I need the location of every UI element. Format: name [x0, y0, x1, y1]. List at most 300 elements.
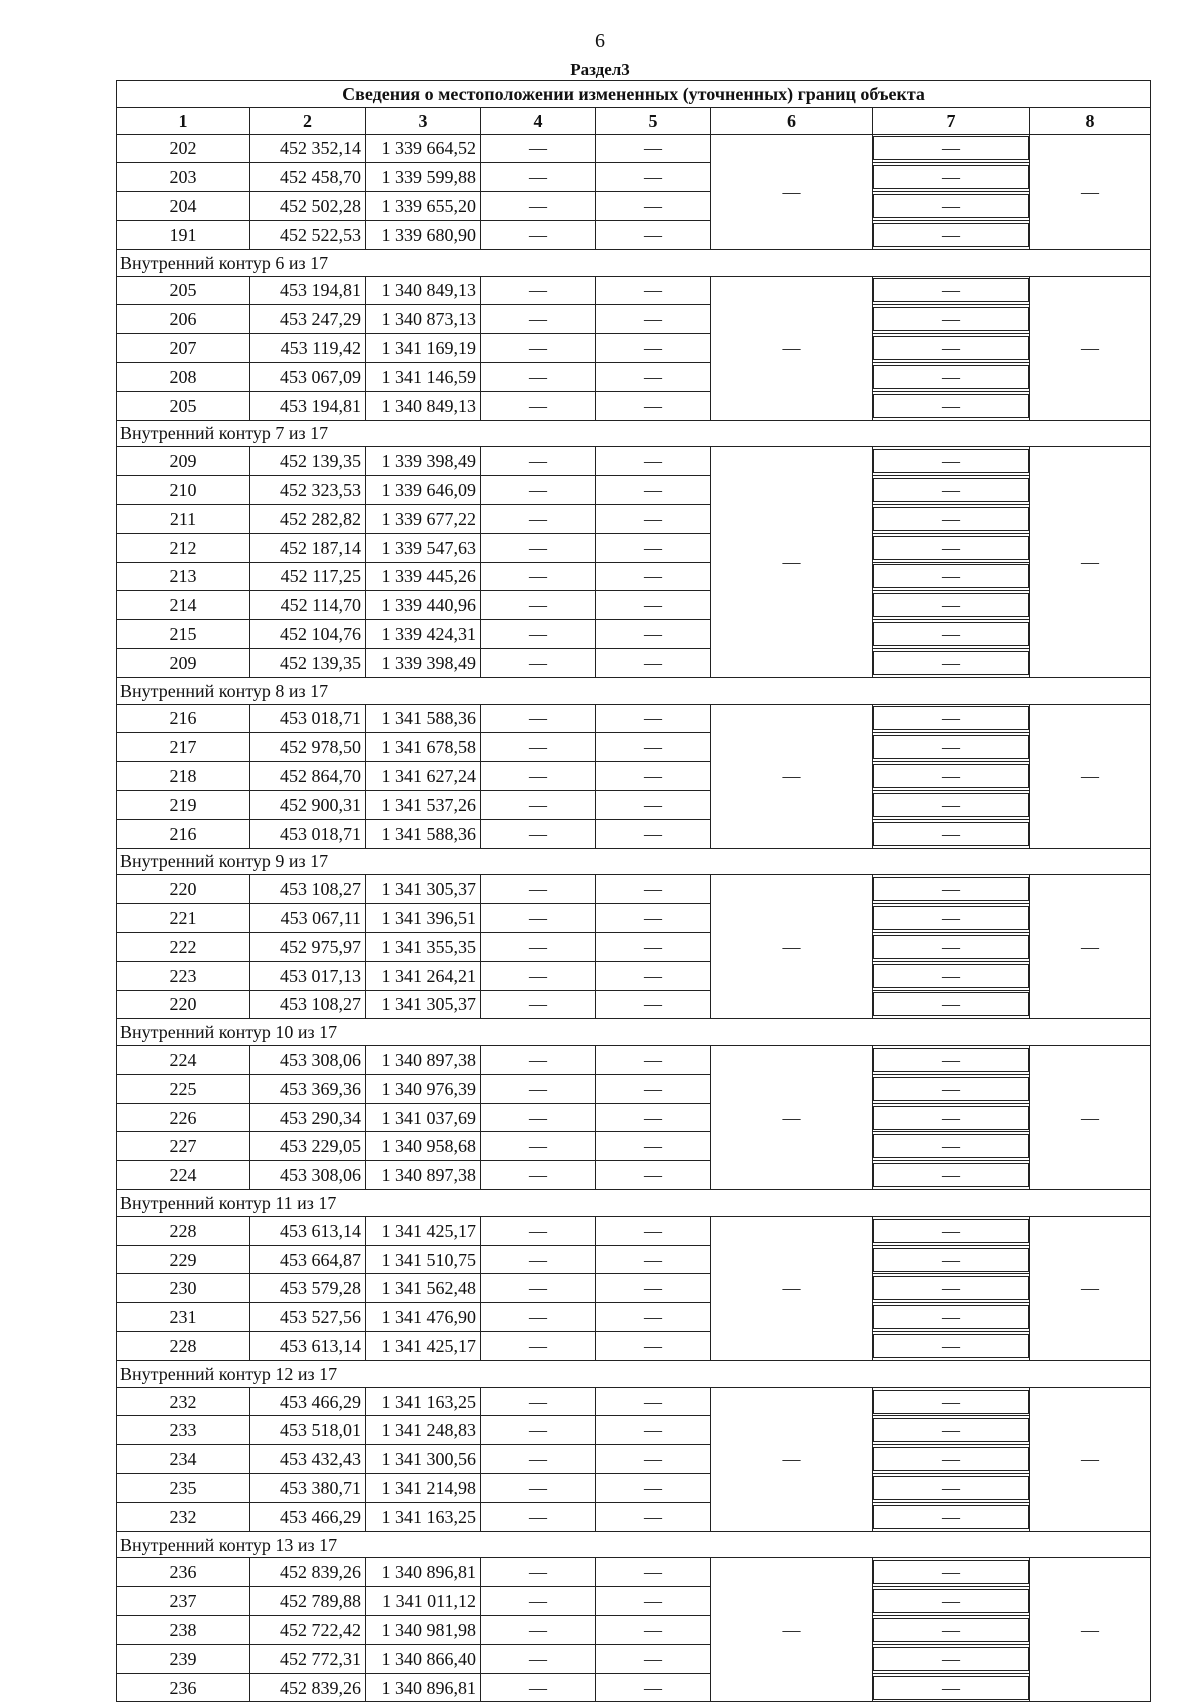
coordinate-x-cell: 453 613,14	[250, 1216, 366, 1245]
column-7-cell	[873, 1616, 1030, 1645]
coordinate-x-cell: 453 369,36	[250, 1074, 366, 1103]
contour-title: Внутренний контур 7 из 17	[117, 420, 1151, 447]
coordinate-x-cell: 452 139,35	[250, 447, 366, 476]
column-7-value: —	[873, 1134, 1029, 1158]
column-8-merged-cell: —	[1030, 1216, 1151, 1360]
column-7-value: —	[873, 1390, 1029, 1414]
contour-header-row	[117, 1360, 1151, 1387]
column-4-cell: —	[481, 1046, 596, 1075]
point-number-cell: 209	[117, 447, 250, 476]
point-number-cell: 214	[117, 591, 250, 620]
table-row	[117, 1245, 1151, 1274]
column-7-value: —	[873, 964, 1029, 988]
column-7-value: —	[873, 564, 1029, 588]
table-row	[117, 276, 1151, 305]
column-8-merged-cell: —	[1030, 447, 1151, 677]
column-7-value: —	[873, 1305, 1029, 1329]
column-4-cell: —	[481, 1332, 596, 1361]
coordinate-y-cell: 1 341 476,90	[366, 1303, 481, 1332]
column-6-merged-cell: —	[711, 875, 873, 1019]
table-row	[117, 533, 1151, 562]
column-6-merged-cell: —	[711, 1216, 873, 1360]
coordinate-x-cell: 453 108,27	[250, 875, 366, 904]
column-5-cell: —	[596, 305, 711, 334]
coordinate-x-cell: 453 067,09	[250, 362, 366, 391]
point-number-cell: 224	[117, 1046, 250, 1075]
contour-title: Внутренний контур 8 из 17	[117, 677, 1151, 704]
column-7-cell	[873, 704, 1030, 733]
column-7-cell	[873, 1502, 1030, 1531]
coordinate-y-cell: 1 341 300,56	[366, 1445, 481, 1474]
column-4-cell: —	[481, 1644, 596, 1673]
point-number-cell: 238	[117, 1616, 250, 1645]
column-7-cell	[873, 447, 1030, 476]
coordinate-y-cell: 1 341 011,12	[366, 1587, 481, 1616]
column-5-cell: —	[596, 591, 711, 620]
column-4-cell: —	[481, 733, 596, 762]
column-4-cell: —	[481, 1587, 596, 1616]
column-4-cell: —	[481, 391, 596, 420]
coordinate-x-cell: 452 117,25	[250, 562, 366, 591]
table-row	[117, 875, 1151, 904]
table-row	[117, 1502, 1151, 1531]
column-7-value: —	[873, 1106, 1029, 1130]
table-row	[117, 504, 1151, 533]
column-7-cell	[873, 276, 1030, 305]
column-4-cell: —	[481, 134, 596, 163]
point-number-cell: 212	[117, 533, 250, 562]
column-7-cell	[873, 1587, 1030, 1616]
coordinate-x-cell: 453 518,01	[250, 1416, 366, 1445]
coordinate-y-cell: 1 341 146,59	[366, 362, 481, 391]
coordinate-y-cell: 1 341 305,37	[366, 875, 481, 904]
point-number-cell: 217	[117, 733, 250, 762]
coordinate-y-cell: 1 340 976,39	[366, 1074, 481, 1103]
column-7-value: —	[873, 1476, 1029, 1500]
column-7-cell	[873, 334, 1030, 363]
column-7-value: —	[873, 706, 1029, 730]
coordinate-x-cell: 452 900,31	[250, 790, 366, 819]
column-5-cell: —	[596, 733, 711, 762]
point-number-cell: 239	[117, 1644, 250, 1673]
column-7-cell	[873, 1474, 1030, 1503]
coordinate-x-cell: 453 247,29	[250, 305, 366, 334]
column-5-cell: —	[596, 134, 711, 163]
column-4-cell: —	[481, 504, 596, 533]
contour-header-row	[117, 420, 1151, 447]
coordinate-y-cell: 1 341 678,58	[366, 733, 481, 762]
coordinate-x-cell: 453 664,87	[250, 1245, 366, 1274]
contour-title: Внутренний контур 6 из 17	[117, 249, 1151, 276]
column-4-cell: —	[481, 1445, 596, 1474]
column-7-value: —	[873, 449, 1029, 473]
point-number-cell: 216	[117, 819, 250, 848]
point-number-cell: 220	[117, 990, 250, 1019]
coordinate-x-cell: 452 975,97	[250, 932, 366, 961]
column-4-cell: —	[481, 562, 596, 591]
column-6-merged-cell: —	[711, 1387, 873, 1531]
column-header: 8	[1030, 107, 1151, 134]
column-header: 3	[366, 107, 481, 134]
coordinate-x-cell: 452 722,42	[250, 1616, 366, 1645]
coordinate-x-cell: 453 194,81	[250, 276, 366, 305]
column-7-cell	[873, 1416, 1030, 1445]
column-7-cell	[873, 762, 1030, 791]
coordinate-y-cell: 1 341 163,25	[366, 1387, 481, 1416]
column-7-cell	[873, 476, 1030, 505]
column-4-cell: —	[481, 990, 596, 1019]
column-7-value: —	[873, 1418, 1029, 1442]
table-row	[117, 1332, 1151, 1361]
coordinate-x-cell: 453 527,56	[250, 1303, 366, 1332]
column-5-cell: —	[596, 904, 711, 933]
coordinate-x-cell: 452 114,70	[250, 591, 366, 620]
table-row	[117, 362, 1151, 391]
coordinate-x-cell: 452 352,14	[250, 134, 366, 163]
coordinate-y-cell: 1 341 588,36	[366, 819, 481, 848]
point-number-cell: 229	[117, 1245, 250, 1274]
column-5-cell: —	[596, 1587, 711, 1616]
column-5-cell: —	[596, 819, 711, 848]
column-header: 6	[711, 107, 873, 134]
column-5-cell: —	[596, 476, 711, 505]
column-7-cell	[873, 192, 1030, 221]
column-4-cell: —	[481, 1416, 596, 1445]
column-4-cell: —	[481, 1103, 596, 1132]
column-7-value: —	[873, 1077, 1029, 1101]
column-4-cell: —	[481, 1132, 596, 1161]
column-7-cell	[873, 220, 1030, 249]
column-7-value: —	[873, 165, 1029, 189]
column-5-cell: —	[596, 1616, 711, 1645]
column-7-cell	[873, 819, 1030, 848]
column-7-value: —	[873, 822, 1029, 846]
coordinate-x-cell: 453 067,11	[250, 904, 366, 933]
column-7-value: —	[873, 764, 1029, 788]
point-number-cell: 235	[117, 1474, 250, 1503]
column-7-value: —	[873, 1048, 1029, 1072]
column-5-cell: —	[596, 1132, 711, 1161]
coordinate-y-cell: 1 339 664,52	[366, 134, 481, 163]
table-row	[117, 220, 1151, 249]
column-7-value: —	[873, 478, 1029, 502]
coordinate-y-cell: 1 340 958,68	[366, 1132, 481, 1161]
table-row	[117, 1587, 1151, 1616]
coordinate-x-cell: 453 290,34	[250, 1103, 366, 1132]
column-7-value: —	[873, 1505, 1029, 1529]
table-row	[117, 932, 1151, 961]
coordinate-y-cell: 1 339 680,90	[366, 220, 481, 249]
coordinate-x-cell: 453 194,81	[250, 391, 366, 420]
coordinate-x-cell: 452 139,35	[250, 648, 366, 677]
coordinate-x-cell: 453 229,05	[250, 1132, 366, 1161]
column-7-value: —	[873, 365, 1029, 389]
table-row	[117, 1558, 1151, 1587]
column-8-merged-cell: —	[1030, 1558, 1151, 1702]
column-7-value: —	[873, 622, 1029, 646]
column-4-cell: —	[481, 904, 596, 933]
coordinate-x-cell: 453 432,43	[250, 1445, 366, 1474]
point-number-cell: 227	[117, 1132, 250, 1161]
table-row	[117, 192, 1151, 221]
column-7-cell	[873, 305, 1030, 334]
column-5-cell: —	[596, 163, 711, 192]
column-7-cell	[873, 1216, 1030, 1245]
column-7-value: —	[873, 1618, 1029, 1642]
column-8-merged-cell: —	[1030, 276, 1151, 420]
column-6-merged-cell: —	[711, 704, 873, 848]
coordinate-y-cell: 1 340 897,38	[366, 1161, 481, 1190]
point-number-cell: 211	[117, 504, 250, 533]
table-row	[117, 704, 1151, 733]
column-4-cell: —	[481, 704, 596, 733]
column-4-cell: —	[481, 276, 596, 305]
contour-title: Внутренний контур 13 из 17	[117, 1531, 1151, 1558]
column-7-value: —	[873, 1589, 1029, 1613]
table-row	[117, 961, 1151, 990]
table-row	[117, 620, 1151, 649]
column-7-value: —	[873, 136, 1029, 160]
table-row	[117, 163, 1151, 192]
column-5-cell: —	[596, 875, 711, 904]
coordinate-y-cell: 1 339 398,49	[366, 648, 481, 677]
column-header: 2	[250, 107, 366, 134]
column-5-cell: —	[596, 990, 711, 1019]
column-5-cell: —	[596, 790, 711, 819]
column-7-cell	[873, 990, 1030, 1019]
column-4-cell: —	[481, 1245, 596, 1274]
table-row	[117, 1616, 1151, 1645]
coordinate-y-cell: 1 341 425,17	[366, 1216, 481, 1245]
contour-title: Внутренний контур 10 из 17	[117, 1019, 1151, 1046]
point-number-cell: 213	[117, 562, 250, 591]
coordinate-x-cell: 453 018,71	[250, 819, 366, 848]
column-7-value: —	[873, 1676, 1029, 1700]
column-7-value: —	[873, 507, 1029, 531]
coordinate-y-cell: 1 341 214,98	[366, 1474, 481, 1503]
table-row	[117, 334, 1151, 363]
contour-header-row	[117, 677, 1151, 704]
point-number-cell: 191	[117, 220, 250, 249]
point-number-cell: 208	[117, 362, 250, 391]
column-7-cell	[873, 1074, 1030, 1103]
coordinate-x-cell: 452 502,28	[250, 192, 366, 221]
table-row	[117, 1474, 1151, 1503]
column-7-value: —	[873, 223, 1029, 247]
table-row	[117, 591, 1151, 620]
column-5-cell: —	[596, 1103, 711, 1132]
column-7-cell	[873, 648, 1030, 677]
column-4-cell: —	[481, 1673, 596, 1702]
table-row	[117, 1132, 1151, 1161]
point-number-cell: 232	[117, 1387, 250, 1416]
point-number-cell: 220	[117, 875, 250, 904]
point-number-cell: 203	[117, 163, 250, 192]
coordinate-y-cell: 1 341 627,24	[366, 762, 481, 791]
coordinate-y-cell: 1 339 599,88	[366, 163, 481, 192]
column-header: 5	[596, 107, 711, 134]
point-number-cell: 202	[117, 134, 250, 163]
column-7-cell	[873, 961, 1030, 990]
column-5-cell: —	[596, 762, 711, 791]
column-5-cell: —	[596, 1416, 711, 1445]
column-7-value: —	[873, 992, 1029, 1016]
column-4-cell: —	[481, 591, 596, 620]
column-4-cell: —	[481, 476, 596, 505]
column-5-cell: —	[596, 1074, 711, 1103]
column-7-value: —	[873, 194, 1029, 218]
column-4-cell: —	[481, 762, 596, 791]
column-7-cell	[873, 1332, 1030, 1361]
point-number-cell: 223	[117, 961, 250, 990]
column-5-cell: —	[596, 362, 711, 391]
table-row	[117, 1216, 1151, 1245]
table-row	[117, 648, 1151, 677]
column-7-cell	[873, 932, 1030, 961]
coordinate-y-cell: 1 340 896,81	[366, 1558, 481, 1587]
point-number-cell: 237	[117, 1587, 250, 1616]
coordinate-y-cell: 1 341 037,69	[366, 1103, 481, 1132]
column-4-cell: —	[481, 1074, 596, 1103]
point-number-cell: 228	[117, 1216, 250, 1245]
column-4-cell: —	[481, 163, 596, 192]
table-row	[117, 1644, 1151, 1673]
column-7-cell	[873, 562, 1030, 591]
table-row	[117, 1103, 1151, 1132]
coordinate-y-cell: 1 341 355,35	[366, 932, 481, 961]
column-5-cell: —	[596, 1387, 711, 1416]
column-7-value: —	[873, 1560, 1029, 1584]
coordinate-x-cell: 453 466,29	[250, 1387, 366, 1416]
column-5-cell: —	[596, 276, 711, 305]
column-5-cell: —	[596, 562, 711, 591]
column-8-merged-cell: —	[1030, 1387, 1151, 1531]
point-number-cell: 230	[117, 1274, 250, 1303]
column-7-cell	[873, 504, 1030, 533]
column-5-cell: —	[596, 620, 711, 649]
point-number-cell: 205	[117, 391, 250, 420]
column-5-cell: —	[596, 1303, 711, 1332]
column-6-merged-cell: —	[711, 134, 873, 249]
column-4-cell: —	[481, 1216, 596, 1245]
column-5-cell: —	[596, 1445, 711, 1474]
table-row	[117, 447, 1151, 476]
point-number-cell: 232	[117, 1502, 250, 1531]
coordinate-x-cell: 452 282,82	[250, 504, 366, 533]
contour-header-row	[117, 848, 1151, 875]
column-5-cell: —	[596, 1245, 711, 1274]
coordinate-y-cell: 1 341 562,48	[366, 1274, 481, 1303]
coordinate-x-cell: 452 522,53	[250, 220, 366, 249]
coordinate-x-cell: 452 864,70	[250, 762, 366, 791]
column-7-cell	[873, 391, 1030, 420]
coordinate-y-cell: 1 339 424,31	[366, 620, 481, 649]
point-number-cell: 225	[117, 1074, 250, 1103]
column-4-cell: —	[481, 932, 596, 961]
coordinate-y-cell: 1 339 646,09	[366, 476, 481, 505]
column-4-cell: —	[481, 334, 596, 363]
column-6-merged-cell: —	[711, 447, 873, 677]
column-7-cell	[873, 1644, 1030, 1673]
point-number-cell: 231	[117, 1303, 250, 1332]
point-number-cell: 226	[117, 1103, 250, 1132]
contour-header-row	[117, 1019, 1151, 1046]
column-4-cell: —	[481, 533, 596, 562]
coordinate-x-cell: 453 018,71	[250, 704, 366, 733]
table-row	[117, 1161, 1151, 1190]
column-7-cell	[873, 1245, 1030, 1274]
coordinate-x-cell: 453 466,29	[250, 1502, 366, 1531]
point-number-cell: 206	[117, 305, 250, 334]
column-5-cell: —	[596, 1502, 711, 1531]
column-7-value: —	[873, 536, 1029, 560]
column-6-merged-cell: —	[711, 276, 873, 420]
column-4-cell: —	[481, 961, 596, 990]
column-4-cell: —	[481, 305, 596, 334]
column-6-merged-cell: —	[711, 1558, 873, 1702]
point-number-cell: 204	[117, 192, 250, 221]
column-7-value: —	[873, 1334, 1029, 1358]
coordinate-x-cell: 452 104,76	[250, 620, 366, 649]
coordinate-y-cell: 1 341 264,21	[366, 961, 481, 990]
column-7-cell	[873, 1445, 1030, 1474]
column-4-cell: —	[481, 1387, 596, 1416]
coordinate-x-cell: 452 458,70	[250, 163, 366, 192]
coordinate-y-cell: 1 341 396,51	[366, 904, 481, 933]
column-4-cell: —	[481, 875, 596, 904]
column-7-value: —	[873, 1219, 1029, 1243]
column-5-cell: —	[596, 533, 711, 562]
coordinate-x-cell: 453 119,42	[250, 334, 366, 363]
column-5-cell: —	[596, 1274, 711, 1303]
page-number: 6	[595, 30, 605, 52]
coordinate-y-cell: 1 340 849,13	[366, 276, 481, 305]
column-5-cell: —	[596, 932, 711, 961]
coordinate-y-cell: 1 340 897,38	[366, 1046, 481, 1075]
column-4-cell: —	[481, 362, 596, 391]
table-caption: Сведения о местоположении измененных (уточненных) границ объекта	[117, 81, 1151, 108]
column-4-cell: —	[481, 819, 596, 848]
column-7-value: —	[873, 1163, 1029, 1187]
table-row	[117, 1074, 1151, 1103]
table-row	[117, 762, 1151, 791]
column-4-cell: —	[481, 1616, 596, 1645]
column-5-cell: —	[596, 1558, 711, 1587]
column-4-cell: —	[481, 192, 596, 221]
column-5-cell: —	[596, 1046, 711, 1075]
contour-header-row	[117, 249, 1151, 276]
table-row	[117, 134, 1151, 163]
column-7-value: —	[873, 793, 1029, 817]
column-5-cell: —	[596, 334, 711, 363]
point-number-cell: 221	[117, 904, 250, 933]
point-number-cell: 233	[117, 1416, 250, 1445]
coordinate-x-cell: 453 613,14	[250, 1332, 366, 1361]
column-7-cell	[873, 1387, 1030, 1416]
coordinate-x-cell: 452 839,26	[250, 1673, 366, 1702]
point-number-cell: 236	[117, 1673, 250, 1702]
point-number-cell: 215	[117, 620, 250, 649]
column-7-cell	[873, 875, 1030, 904]
column-5-cell: —	[596, 447, 711, 476]
column-5-cell: —	[596, 1474, 711, 1503]
coordinate-y-cell: 1 341 510,75	[366, 1245, 481, 1274]
coordinate-y-cell: 1 339 398,49	[366, 447, 481, 476]
coordinate-y-cell: 1 341 248,83	[366, 1416, 481, 1445]
coordinate-x-cell: 452 772,31	[250, 1644, 366, 1673]
coordinate-x-cell: 452 187,14	[250, 533, 366, 562]
coordinate-x-cell: 453 308,06	[250, 1161, 366, 1190]
